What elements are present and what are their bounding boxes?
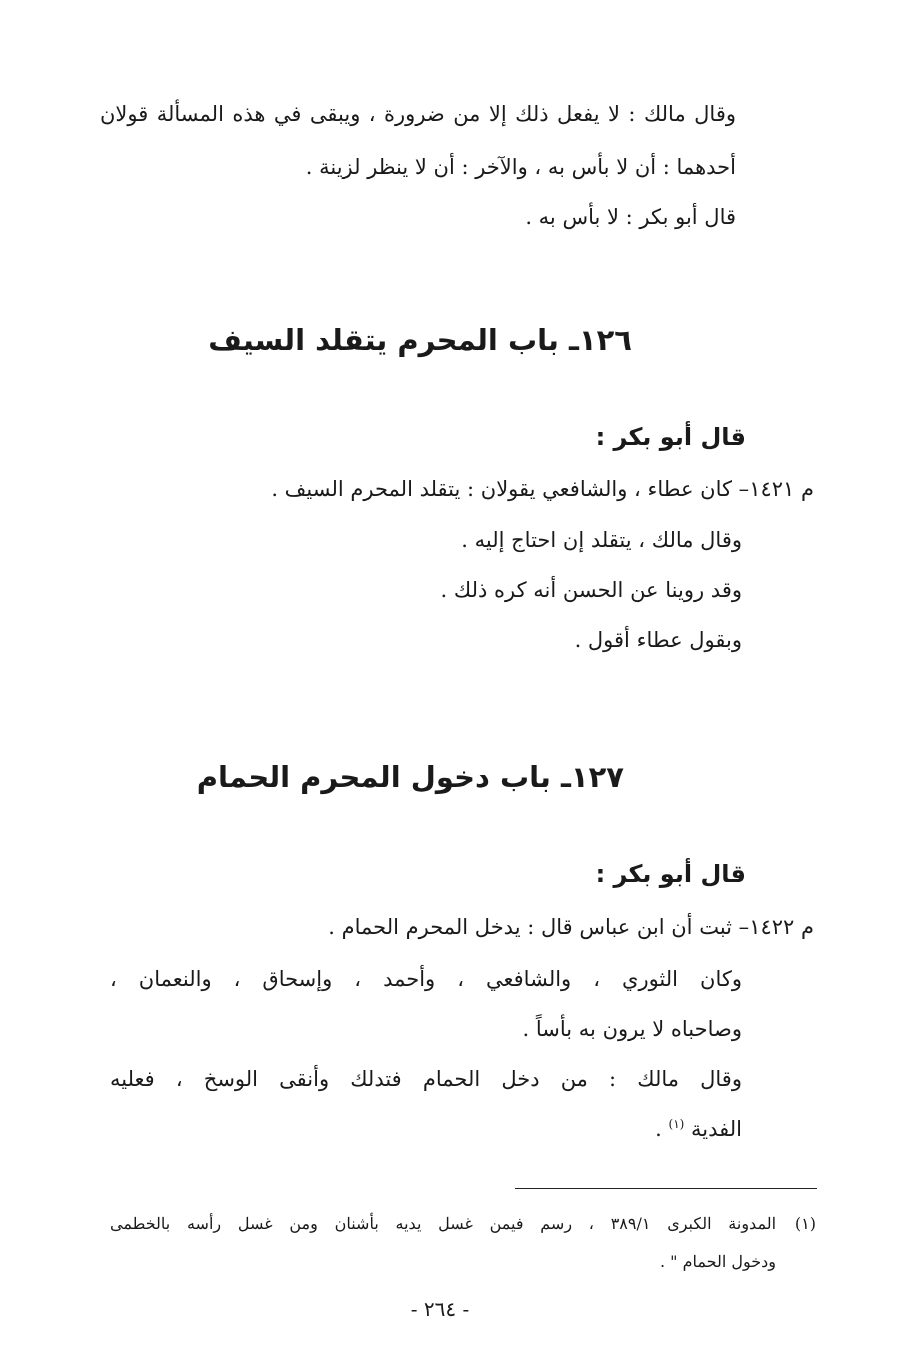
- footnote-reference[interactable]: (١): [668, 1117, 685, 1131]
- footnote-line-1: المدونة الكبرى ٣٨٩/١ ، رسم فيمن غسل يديه بأشنان ومن غسل رأسه بالخطمى: [110, 1214, 777, 1233]
- section-127-lead: قال أبو بكر :: [595, 860, 746, 888]
- section-127-para-1-line-2: وصاحباه لا يرون به بأساً .: [522, 1017, 742, 1041]
- section-127-para-1-line-1: وكان الثوري ، والشافعي ، وأحمد ، وإسحاق ، والنعمان ،: [110, 967, 742, 991]
- section-127-para-2-line-1: وقال مالك : من دخل الحمام فتدلك وأنقى الوسخ ، فعليه: [110, 1067, 742, 1091]
- section-126-para-3: وبقول عطاء أقول .: [574, 628, 742, 652]
- fidya-word: الفدية: [691, 1117, 742, 1141]
- section-126-para-1: وقال مالك ، يتقلد إن احتاج إليه .: [461, 528, 742, 552]
- section-126-heading: ١٢٦ـ باب المحرم يتقلد السيف: [208, 323, 632, 357]
- footnote-separator: [515, 1188, 817, 1189]
- section-126-para-2: وقد روينا عن الحسن أنه كره ذلك .: [440, 578, 742, 602]
- entry-1422: م ١٤٢٢– ثبت أن ابن عباس قال : يدخل المحرم الحمام .: [328, 915, 814, 939]
- intro-line-2: أحدهما : أن لا بأس به ، والآخر : أن لا ينظر لزينة .: [305, 155, 736, 179]
- section-126-lead: قال أبو بكر :: [595, 423, 746, 451]
- section-127-heading: ١٢٧ـ باب دخول المحرم الحمام: [196, 760, 624, 794]
- footnote-line-2: ودخول الحمام " .: [659, 1252, 776, 1271]
- intro-line-1: وقال مالك : لا يفعل ذلك إلا من ضرورة ، ويبقى في هذه المسألة قولان: [100, 102, 736, 126]
- section-127-para-2-line-2: [655, 1117, 742, 1142]
- footnote-marker: (١): [794, 1214, 816, 1233]
- page-number: - ٢٦٤ -: [410, 1297, 470, 1321]
- entry-1421: م ١٤٢١– كان عطاء ، والشافعي يقولان : يتقلد المحرم السيف .: [271, 477, 814, 501]
- intro-line-3: قال أبو بكر : لا بأس به .: [525, 205, 736, 229]
- sentence-end: .: [655, 1117, 662, 1141]
